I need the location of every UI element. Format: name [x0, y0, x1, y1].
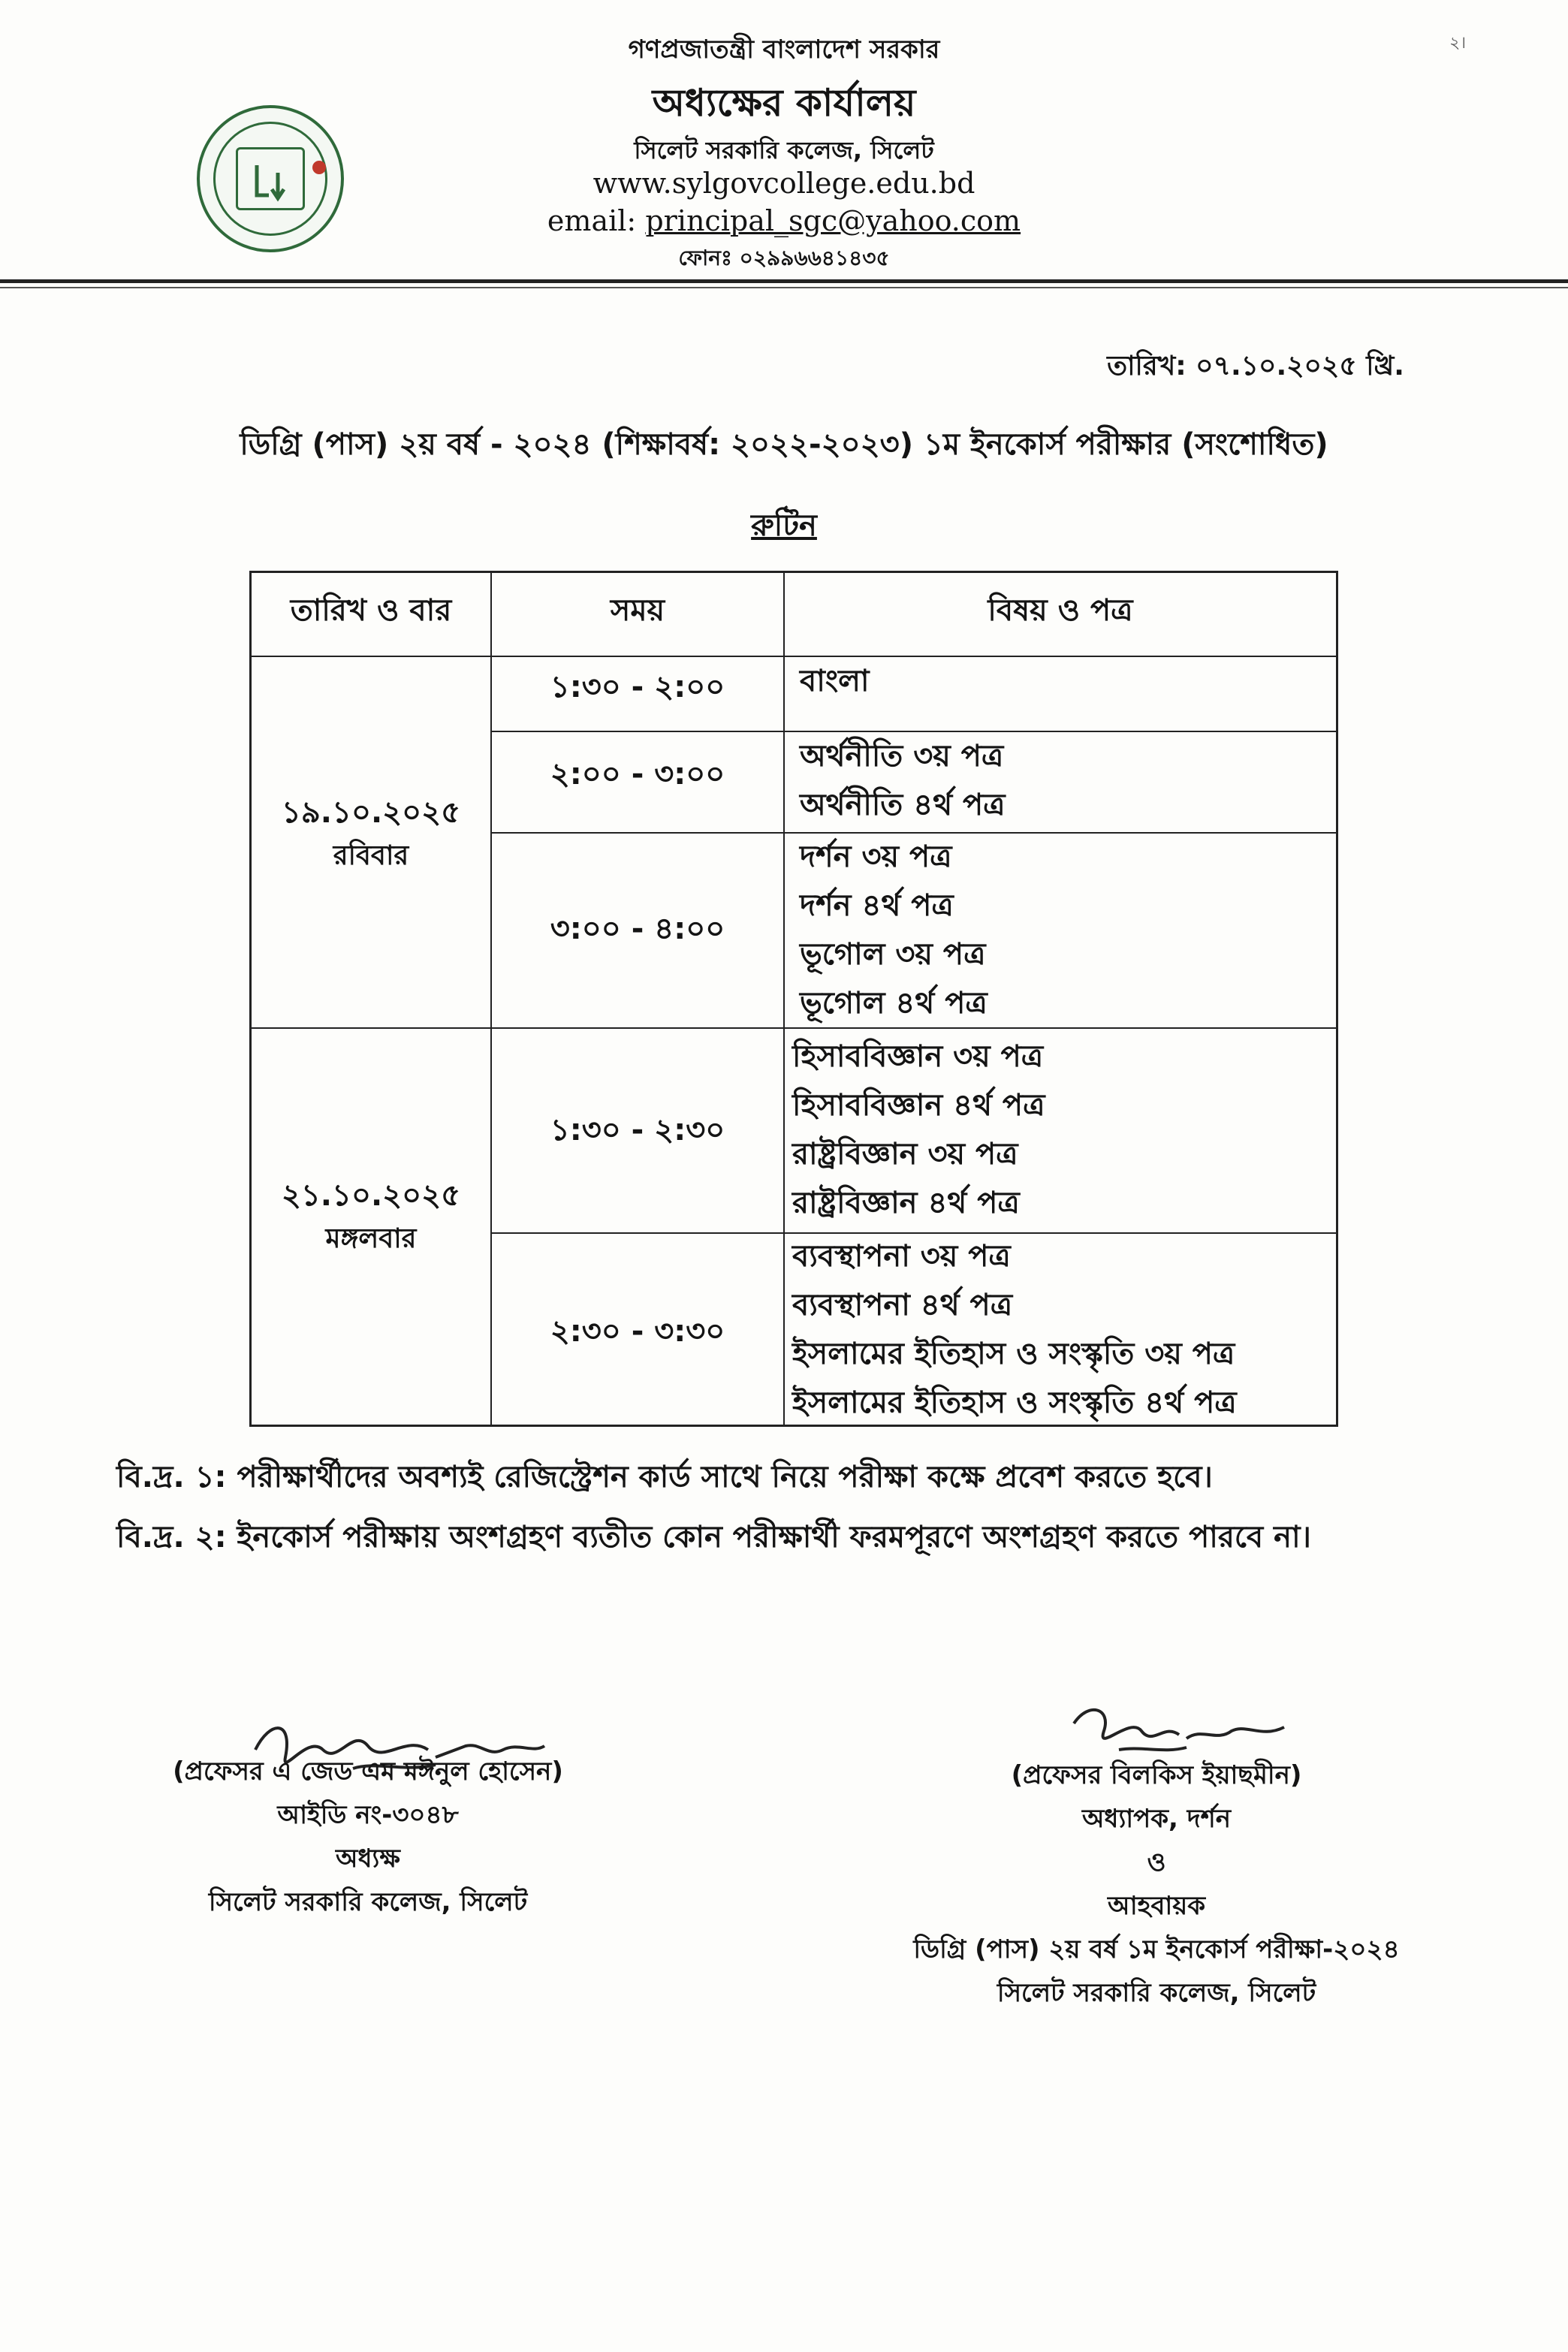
government-name: গণপ্রজাতন্ত্রী বাংলাদেশ সরকার — [628, 35, 940, 65]
website-link[interactable]: www.sylgovcollege.edu.bd — [593, 167, 975, 200]
subject-item: অর্থনীতি ৪র্থ পত্র — [800, 788, 1006, 822]
exam-weekday: রবিবার — [333, 840, 409, 871]
exam-date: ১৯.১০.২০২৫ — [281, 795, 461, 830]
subject-list — [800, 657, 1325, 706]
college-name: সিলেট সরকারি কলেজ, সিলেট — [634, 136, 934, 164]
time-slot: ২:০০ - ৩:০০ — [550, 757, 725, 792]
page-number: ২। — [1449, 34, 1467, 53]
left-signatory-designation: অধ্যক্ষ — [336, 1844, 400, 1874]
subject-item: অর্থনীতি ৩য় পত্র — [800, 739, 1004, 773]
right-signatory-name: (প্রফেসর বিলকিস ইয়াছমীন) — [1011, 1760, 1302, 1790]
document-subtitle: রুটিন — [751, 508, 817, 543]
subject-list — [800, 833, 1325, 1028]
time-slot: ১:৩০ - ২:৩০ — [550, 1113, 725, 1147]
right-signatory-role: আহবায়ক — [1107, 1891, 1206, 1921]
subject-item: ইসলামের ইতিহাস ও সংস্কৃতি ৩য় পত্র — [792, 1337, 1235, 1371]
email-link[interactable]: principal_sgc@yahoo.com — [645, 204, 1021, 237]
subject-item: দর্শন ৩য় পত্র — [800, 840, 952, 874]
time-slot: ১:৩০ - ২:০০ — [550, 670, 725, 704]
left-signatory-institution: সিলেট সরকারি কলেজ, সিলেট — [208, 1887, 528, 1917]
header-time: সময় — [610, 593, 665, 628]
time-slot: ৩:০০ - ৪:০০ — [550, 912, 725, 946]
subject-item: দর্শন ৪র্থ পত্র — [800, 888, 954, 923]
right-signatory-institution: সিলেট সরকারি কলেজ, সিলেট — [997, 1978, 1316, 2008]
header-divider-thin — [0, 287, 1568, 288]
right-signatory-block — [864, 1753, 1449, 2015]
day-cell — [252, 1174, 490, 1261]
header-date-day: তারিখ ও বার — [290, 593, 452, 628]
phone-number: ফোনঃ ০২৯৯৬৬৪১৪৩৫ — [678, 246, 890, 270]
header-subject-paper: বিষয় ও পত্র — [988, 593, 1133, 628]
issue-date: তারিখ: ০৭.১০.২০২৫ খ্রি. — [1107, 351, 1404, 381]
left-signatory-id: আইডি নং-৩০৪৮ — [277, 1800, 459, 1830]
note-1: বি.দ্র. ১: পরীক্ষার্থীদের অবশ্যই রেজিস্ট্রেশন কার্ড সাথে নিয়ে পরীক্ষা কক্ষে প্রবেশ করতে হবে। — [116, 1460, 1213, 1494]
subject-list — [792, 1232, 1333, 1428]
left-signatory-block — [113, 1750, 623, 1924]
left-signatory-name: (প্রফেসর এ জেড এম মঈনুল হোসেন) — [173, 1756, 563, 1787]
subject-item: ব্যবস্থাপনা ৪র্থ পত্র — [792, 1288, 1013, 1322]
subject-item: হিসাববিজ্ঞান ৩য় পত্র — [792, 1039, 1044, 1074]
exam-date: ২১.১০.২০২৫ — [281, 1178, 461, 1213]
subject-item: ব্যবস্থাপনা ৩য় পত্র — [792, 1239, 1011, 1274]
header-divider — [0, 279, 1568, 283]
exam-routine-table — [249, 571, 1338, 1427]
right-signatory-designation: অধ্যাপক, দর্শন — [1081, 1804, 1232, 1834]
subject-item: হিসাববিজ্ঞান ৪র্থ পত্র — [792, 1088, 1045, 1123]
email-label: email: — [547, 204, 637, 237]
office-name: অধ্যক্ষের কার্যালয় — [652, 81, 916, 125]
note-2: বি.দ্র. ২: ইনকোর্স পরীক্ষায় অংশগ্রহণ ব্যতীত কোন পরীক্ষার্থী ফরমপূরণে অংশগ্রহণ করতে পারবে না। — [116, 1520, 1311, 1554]
subject-item: রাষ্ট্রবিজ্ঞান ৩য় পত্র — [792, 1137, 1018, 1171]
document-title: ডিগ্রি (পাস) ২য় বর্ষ - ২০২৪ (শিক্ষাবর্ষ: ২০২২-২০২৩) ১ম ইনকোর্স পরীক্ষার (সংশোধিত) — [240, 427, 1328, 462]
committee-name: ডিগ্রি (পাস) ২য় বর্ষ ১ম ইনকোর্স পরীক্ষা-২০২৪ — [913, 1934, 1400, 1965]
subject-item: ভূগোল ৩য় পত্র — [800, 937, 986, 972]
subject-list — [792, 1033, 1325, 1228]
conjunction-text: ও — [1147, 1847, 1166, 1877]
email-line — [0, 204, 1568, 237]
exam-weekday: মঙ্গলবার — [325, 1223, 417, 1254]
subject-item: ইসলামের ইতিহাস ও সংস্কৃতি ৪র্থ পত্র — [792, 1386, 1237, 1420]
subject-item: ভূগোল ৪র্থ পত্র — [800, 986, 988, 1021]
day-cell — [252, 791, 490, 878]
subject-item: বাংলা — [800, 664, 870, 698]
subject-list — [800, 732, 1325, 830]
subject-item: রাষ্ট্রবিজ্ঞান ৪র্থ পত্র — [792, 1186, 1020, 1220]
time-slot: ২:৩০ - ৩:৩০ — [550, 1314, 725, 1349]
